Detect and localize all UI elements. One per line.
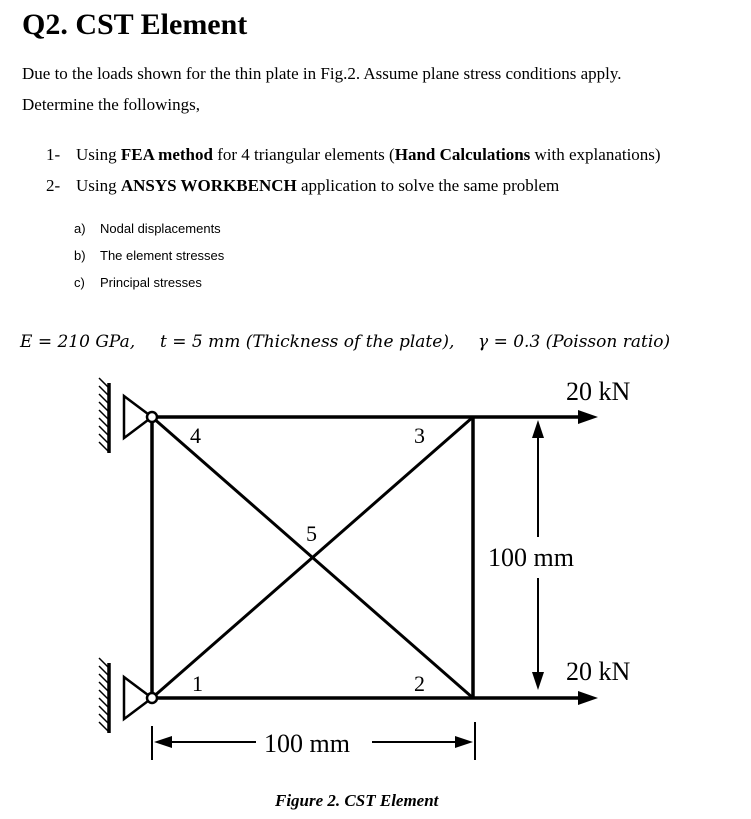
given-thickness-label: t = [160,332,192,352]
node-label-2: 2 [414,671,425,696]
given-poisson-value: 0.3 (Poisson ratio) [513,332,671,352]
task-2 [46,176,559,196]
task-1-bold: FEA method [120,145,213,164]
node-label-3: 3 [414,423,425,448]
subitem-b-text: The element stresses [100,248,225,263]
intro-line-2: Determine the followings, [22,95,200,114]
subitem-c-letter: c) [74,275,85,290]
task-1 [46,145,661,165]
given-modulus-label: E = [20,332,58,352]
task-1-number: 1- [46,145,61,164]
plate-diagonals [152,417,473,698]
subitem-c [74,275,202,290]
node-label-5: 5 [306,521,317,546]
task-1-pre: Using [76,145,121,164]
top-pin-support [99,378,157,453]
subitem-a-text: Nodal displacements [100,221,221,236]
task-2-pre: Using [76,176,121,195]
given-modulus-value: 210 GPa, [57,332,136,352]
task-1-post: with explanations) [530,145,661,164]
cst-plate-figure [0,360,751,785]
subitem-a-letter: a) [74,221,86,236]
node-label-1: 1 [192,671,203,696]
figure-caption: Figure 2. CST Element [275,791,439,810]
intro-line-1: Due to the loads shown for the thin plate in Fig.2. Assume plane stress conditions apply. [22,64,622,83]
task-2-bold: ANSYS WORKBENCH [120,176,297,195]
task-2-number: 2- [46,176,61,195]
task-2-post: application to solve the same problem [296,176,560,195]
load-label-bottom: 20 kN [566,657,631,686]
height-dimension-label: 100 mm [488,543,574,572]
question-title: Q2. CST Element [22,8,248,41]
node-label-4: 4 [190,423,201,448]
bottom-pin-support [99,658,157,733]
given-thickness-value: 5 mm (Thickness of the plate), [191,332,455,352]
subitem-b-letter: b) [74,248,86,263]
subitem-a [74,221,221,236]
subitem-b [74,248,224,263]
load-arrow-bottom [473,691,598,705]
given-poisson-label: γ = [478,332,514,352]
given-thickness [160,332,454,352]
task-1-bold2: Hand Calculations [394,145,531,164]
given-modulus [20,332,135,352]
task-1-mid: for 4 triangular elements ( [212,145,395,164]
load-label-top: 20 kN [566,377,631,406]
load-arrow-top [473,410,598,424]
given-poisson [478,332,670,352]
subitem-c-text: Principal stresses [100,275,202,290]
width-dimension-label: 100 mm [264,729,350,758]
